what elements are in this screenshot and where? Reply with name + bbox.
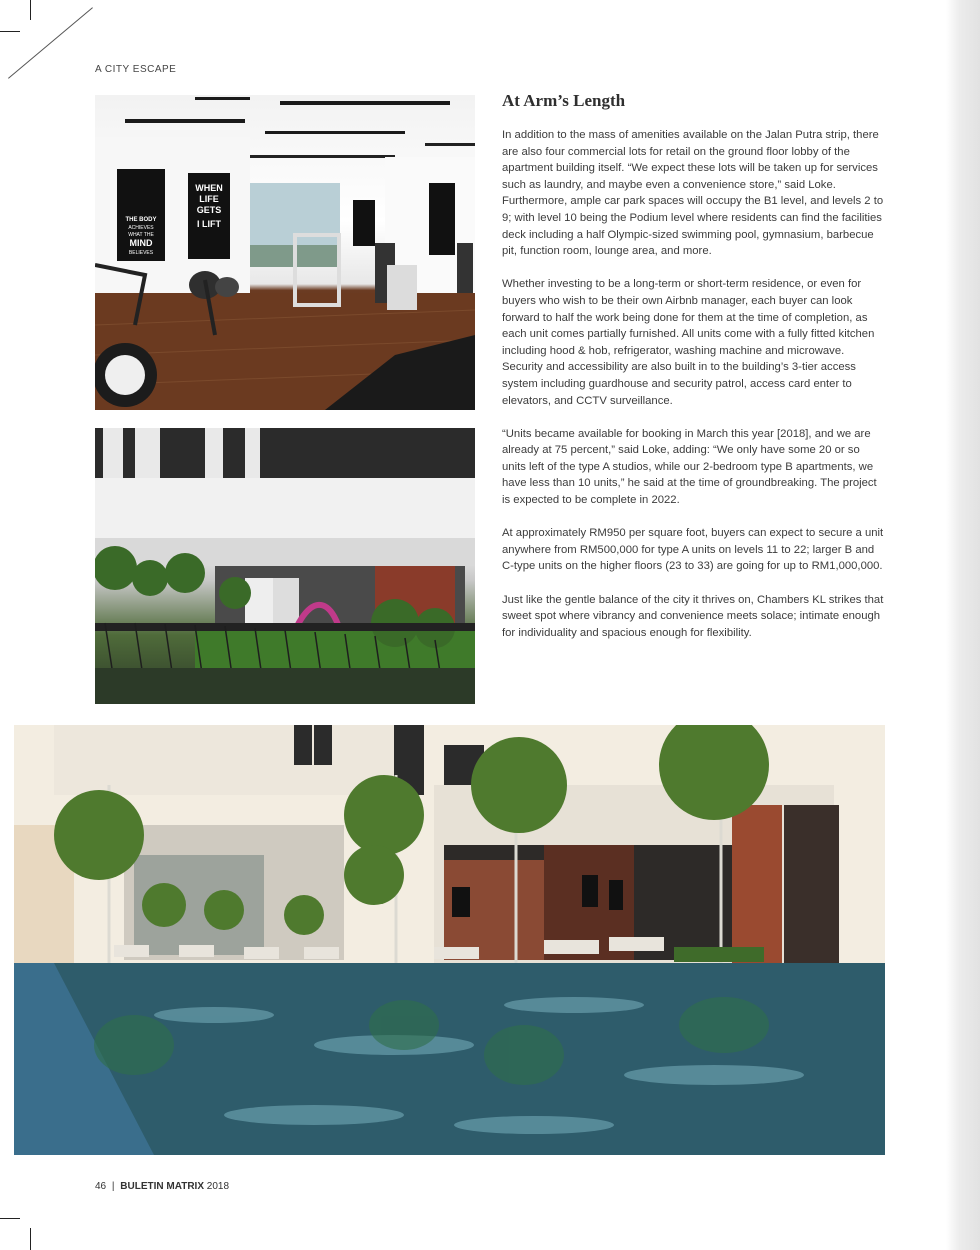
page-spine-shadow: [946, 0, 980, 1250]
svg-text:BELIEVES: BELIEVES: [128, 250, 154, 256]
article-paragraph: In addition to the mass of amenities available on the Jalan Putra strip, there are also four commercial lots for retail on the ground floor lobby of the apartment building itself. “We expect these lots will be taken up for services such as laundry, and maybe even a convenience store,” said Loke. Furthermore, ample car park spaces will occupy the B1 level, and levels 2 to 9; with level 10 being the Podium level where residents can find the facilities deck including a half Olympic-sized swimming pool, gymnasium, barbecue pit, function room, lounge area, and more.: [502, 129, 884, 258]
crop-mark: [30, 0, 31, 20]
page-number: 46: [95, 1181, 107, 1192]
svg-text:WHEN: WHEN: [195, 183, 223, 193]
svg-text:WHAT THE: WHAT THE: [128, 232, 154, 238]
svg-text:I LIFT: I LIFT: [197, 219, 221, 229]
footer-separator: |: [111, 1181, 115, 1192]
article-heading: At Arm’s Length: [502, 91, 626, 110]
section-label: A CITY ESCAPE: [95, 64, 177, 75]
pool-photo: [14, 725, 885, 1155]
svg-text:THE BODY: THE BODY: [125, 217, 157, 223]
crop-mark: [0, 1218, 20, 1219]
gym-photo: [95, 95, 475, 410]
svg-text:MIND: MIND: [129, 238, 153, 248]
article-paragraph: At approximately RM950 per square foot, buyers can expect to secure a unit anywhere from RM500,000 for type A units on levels 11 to 22; larger B and C-type units on the higher floors (23 to 33) are going for up to RM1,000,000.: [502, 527, 884, 573]
svg-text:GETS: GETS: [196, 205, 222, 215]
pool-illustration: [14, 725, 885, 1155]
article-paragraph: Whether investing to be a long-term or short-term residence, or even for buyers who wish to be their own Airbnb manager, each buyer can look forward to half the work being done for them at the time of completion, as each unit comes partially furnished. All units come with a fully fitted kitchen including hood & hob, refrigerator, washing machine and microwave. Security and accessibility are also built in to the building’s 3-tier access system including guardhouse and security patrol, access card enter to elevators, and CCTV surveillance.: [502, 278, 875, 407]
magazine-name: BULETIN MATRIX: [120, 1181, 204, 1192]
crop-mark: [30, 1228, 31, 1250]
page-footer: [95, 1181, 229, 1192]
crop-mark: [0, 31, 20, 32]
decorative-diagonal-line: [8, 7, 93, 78]
svg-text:ACHIEVES: ACHIEVES: [128, 225, 154, 231]
article-paragraph: Just like the gentle balance of the city it thrives on, Chambers KL strikes that sweet spot where vibrancy and convenience meets solace; intimate enough for individuality and spacious enough for flexibility.: [502, 593, 884, 639]
garden-photo: [95, 428, 475, 704]
magazine-year: 2018: [206, 1181, 230, 1192]
garden-illustration: [95, 428, 475, 704]
gym-illustration: [95, 95, 475, 410]
article-paragraph: “Units became available for booking in March this year [2018], and we are already at 75 percent,” said Loke, adding: “We only have some 20 or so units left of the type A studios, while our 2-bedroom type B apartments, we have less than 10 units,” he said at the time of groundbreaking. The project is expected to be complete in 2022.: [502, 427, 877, 507]
article-body: [502, 127, 886, 658]
svg-text:LIFE: LIFE: [199, 194, 219, 204]
